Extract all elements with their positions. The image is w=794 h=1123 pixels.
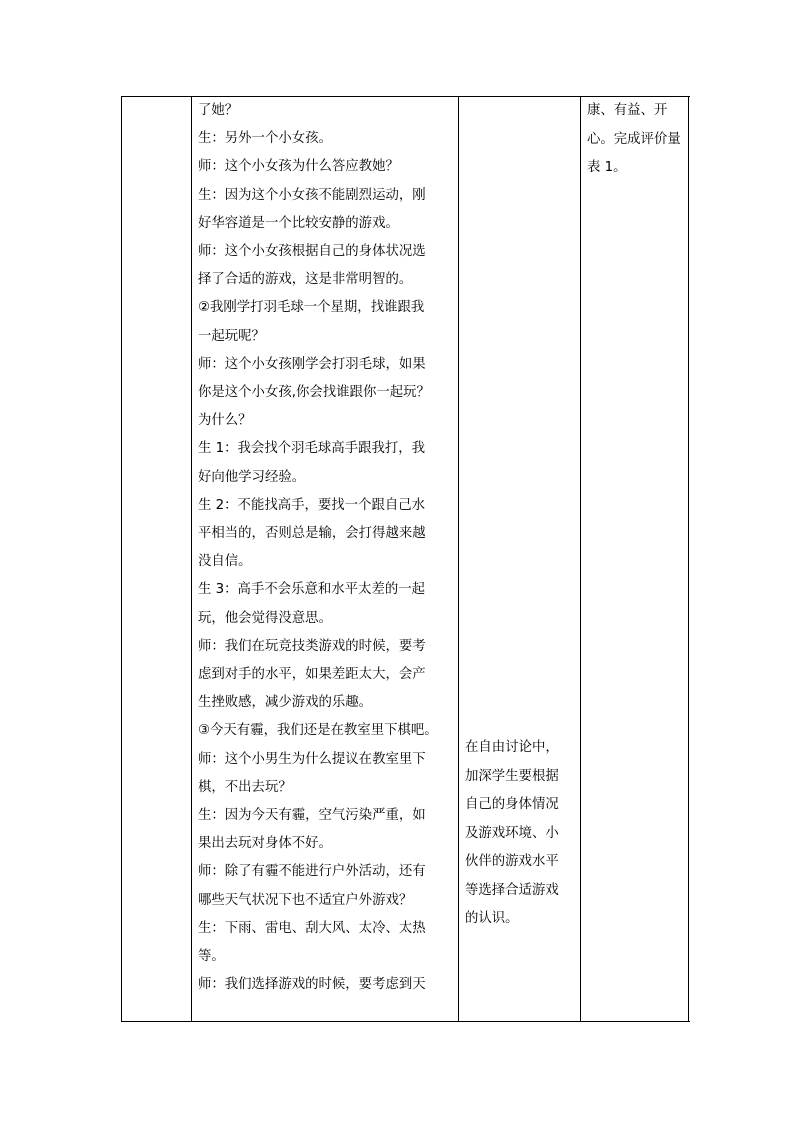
table-divider-3 [580,97,581,1021]
dialog-line: 好华容道是一个比较安静的游戏。 [198,215,399,231]
note-line: 伙伴的游戏水平 [465,854,559,869]
note-line: 的认识。 [465,911,519,926]
dialog-line: 师：除了有霾不能进行户外活动，还有 [198,864,426,880]
note-line: 加深学生要根据 [465,768,559,784]
table-divider-1 [191,97,192,1021]
dialog-cell [198,97,456,1000]
dialog-line: 师：这个小女孩为什么答应教她？ [198,159,399,175]
dialog-line: 生 3：高手不会乐意和水平太差的一起 [198,582,426,598]
lesson-table [121,96,690,1022]
dialog-line: 你是这个小女孩,你会找谁跟你一起玩？ [198,385,430,401]
table-border-right [688,97,689,1021]
eval-line: 心。完成评价量 [587,131,681,147]
note-line: 在自由讨论中， [465,740,559,755]
dialog-line: 一起玩呢？ [198,328,265,344]
dialog-line: ②我刚学打羽毛球一个星期，找谁跟我 [198,300,425,316]
dialog-line: 师：这个小女孩根据自己的身体状况选 [198,244,426,260]
dialog-line: 生挫败感，减少游戏的乐趣。 [198,695,373,711]
dialog-line: 师：我们在玩竞技类游戏的时候，要考 [198,638,426,654]
dialog-line: 为什么？ [198,413,252,429]
dialog-line: 择了合适的游戏，这是非常明智的。 [198,272,413,288]
table-divider-2 [458,97,459,1021]
eval-line: 康、有益、开 [587,103,668,118]
note-line: 等选择合适游戏 [465,882,559,898]
eval-line: 表 1。 [587,160,627,175]
dialog-line: 师：这个小男生为什么提议在教室里下 [198,751,426,767]
dialog-line: 了她？ [198,103,239,118]
dialog-line: 玩，他会觉得没意思。 [198,610,332,626]
dialog-line: ③今天有霾，我们还是在教室里下棋吧。 [198,723,438,739]
dialog-line: 没自信。 [198,554,252,570]
dialog-line: 虑到对手的水平，如果差距太大，会产 [198,667,426,683]
dialog-line: 果出去玩对身体不好。 [198,836,332,852]
dialog-line: 生：因为这个小女孩不能剧烈运动，刚 [198,187,426,203]
dialog-line: 生：因为今天有霾，空气污染严重，如 [198,808,426,824]
note-line: 及游戏环境、小 [465,825,559,841]
dialog-line: 师：我们选择游戏的时候，要考虑到天 [198,977,426,993]
dialog-line: 哪些天气状况下也不适宜户外游戏？ [198,892,413,908]
design-intent-cell [465,734,579,934]
dialog-line: 等。 [198,949,225,965]
dialog-line: 生 1：我会找个羽毛球高手跟我打，我 [198,441,426,457]
dialog-line: 棋，不出去玩？ [198,779,292,795]
dialog-line: 生：另外一个小女孩。 [198,131,332,147]
evaluation-cell [587,97,687,183]
dialog-line: 好向他学习经验。 [198,469,306,485]
dialog-line: 平相当的，否则总是输，会打得越来越 [198,526,426,542]
table-border-left [121,97,122,1021]
dialog-line: 生：下雨、雷电、刮大风、太冷、太热 [198,920,426,936]
dialog-line: 生 2：不能找高手，要找一个跟自己水 [198,497,426,513]
note-line: 自己的身体情况 [465,797,559,812]
dialog-line: 师：这个小女孩刚学会打羽毛球，如果 [198,356,426,372]
